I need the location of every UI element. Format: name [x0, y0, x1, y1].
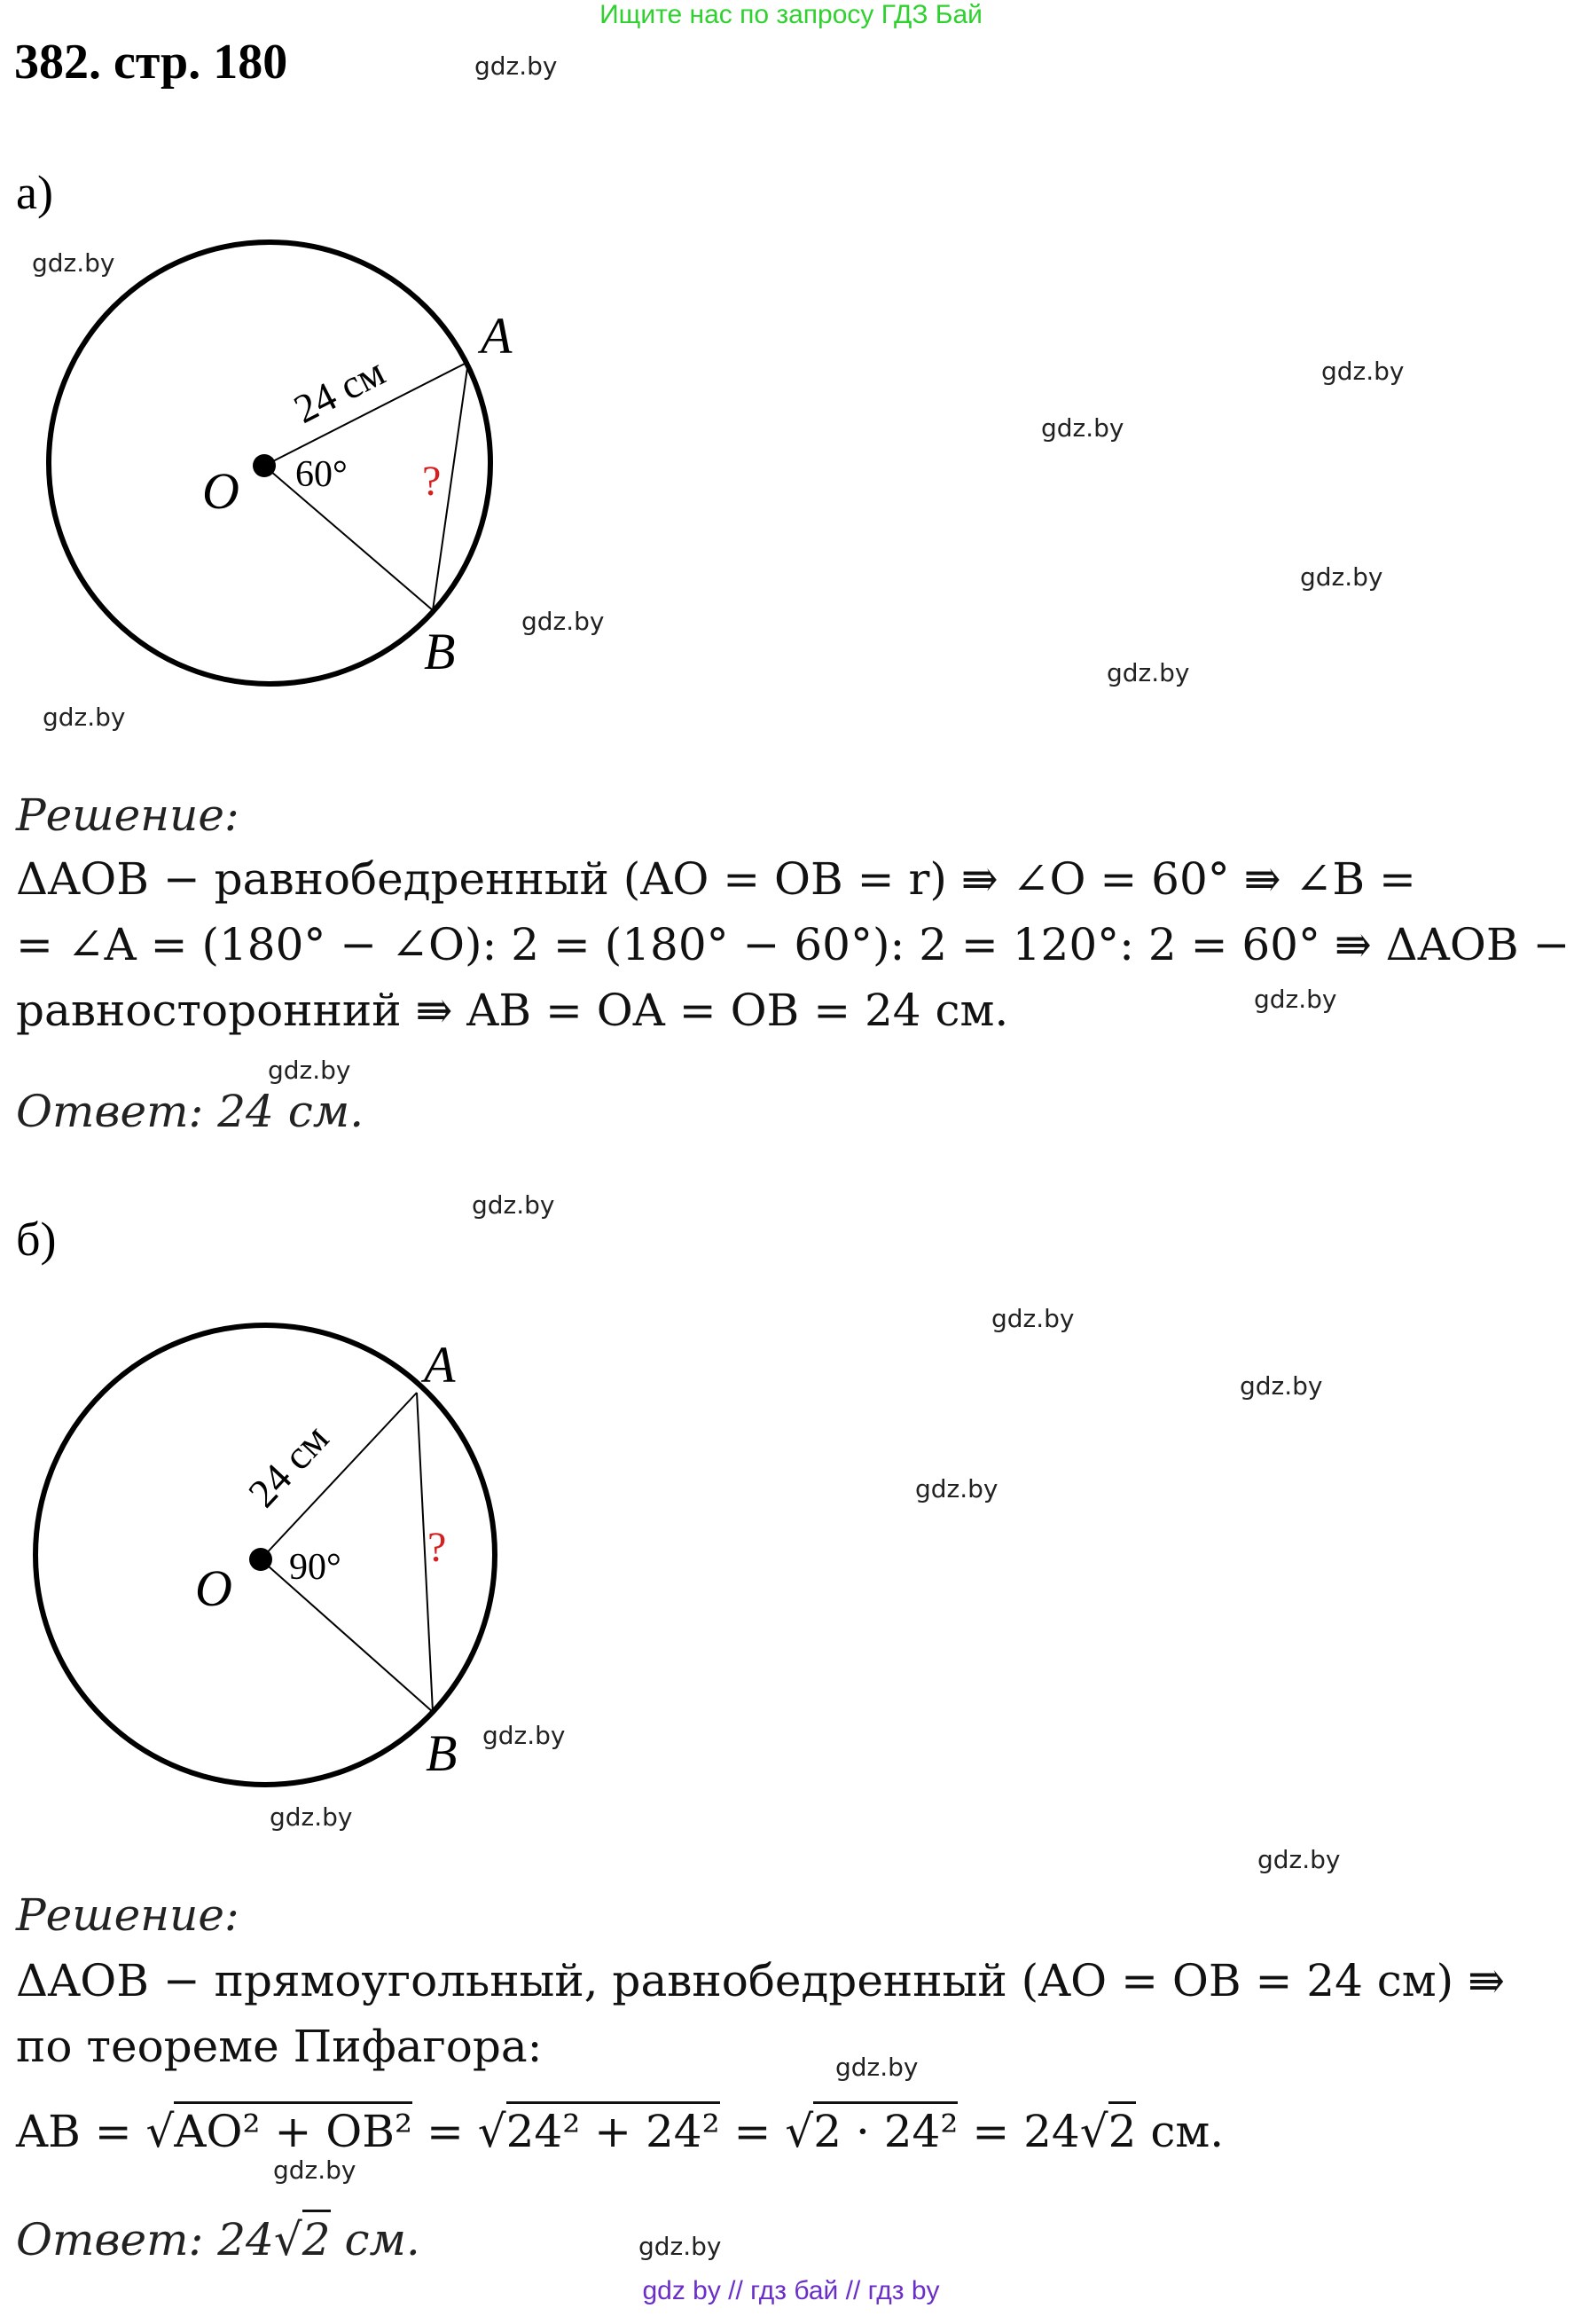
sqrt-sign: √ — [145, 2106, 175, 2157]
watermark: gdz.by — [521, 607, 605, 636]
radicand: 2 · 24² — [813, 2101, 958, 2157]
part-a-label: а) — [16, 166, 53, 219]
radicand: 2 — [1108, 2101, 1137, 2157]
angle-label: 60° — [295, 454, 348, 495]
footer-links[interactable]: gdz by // гдз бай // гдз by — [642, 2276, 940, 2305]
watermark: gdz.by — [472, 1190, 555, 1220]
point-a-label: A — [481, 307, 513, 365]
search-banner[interactable]: Ищите нас по запросу ГДЗ Бай — [599, 0, 983, 29]
part-b-label: б) — [16, 1213, 57, 1266]
radius-ob — [264, 466, 433, 610]
answer-a: Ответ: 24 см. — [16, 1086, 364, 1137]
radicand: AO² + OB² — [174, 2101, 412, 2157]
watermark: gdz.by — [638, 2232, 722, 2261]
sqrt-sign: √ — [273, 2214, 302, 2265]
watermark: gdz.by — [1300, 562, 1383, 592]
watermark: gdz.by — [32, 248, 115, 278]
watermark: gdz.by — [1107, 658, 1190, 687]
watermark: gdz.by — [270, 1802, 353, 1832]
point-o-label: O — [202, 462, 239, 520]
watermark: gdz.by — [915, 1474, 999, 1504]
radius-ob — [261, 1559, 433, 1712]
unknown-mark: ? — [422, 458, 442, 505]
watermark: gdz.by — [991, 1304, 1075, 1333]
point-b-label: B — [426, 1724, 458, 1782]
solution-heading-b: Решение: — [16, 1889, 239, 1941]
answer-prefix: Ответ: 24 — [16, 2214, 274, 2265]
radicand: 24² + 24² — [506, 2101, 720, 2157]
figure-b — [0, 1304, 621, 1801]
solution-line: ΔAOB − прямоугольный, равнобедренный (AO = OB = 24 см) ⇛ — [16, 1955, 1505, 2006]
radius-length-label: 24 см — [239, 1415, 338, 1516]
unknown-mark: ? — [427, 1524, 447, 1571]
watermark: gdz.by — [1041, 413, 1124, 443]
exercise-title: 382. стр. 180 — [14, 35, 288, 90]
radicand: 2 — [302, 2210, 331, 2265]
formula-equals: = 24 — [972, 2106, 1080, 2157]
solution-line: равносторонний ⇛ AB = OA = OB = 24 см. — [16, 985, 1009, 1036]
answer-unit: см. — [344, 2214, 420, 2265]
solution-line: = ∠A = (180° − ∠O): 2 = (180° − 60°): 2 = 120°: 2 = 60° ⇛ ΔAOB − — [16, 919, 1570, 970]
watermark: gdz.by — [1257, 1845, 1341, 1874]
formula-unit: см. — [1150, 2106, 1225, 2157]
watermark: gdz.by — [273, 2155, 356, 2185]
sqrt-sign: √ — [785, 2106, 814, 2157]
figure-a — [0, 213, 621, 710]
solution-heading-a: Решение: — [16, 789, 239, 841]
answer-b — [16, 2214, 420, 2265]
sqrt-sign: √ — [1079, 2106, 1108, 2157]
watermark: gdz.by — [268, 1056, 351, 1085]
watermark: gdz.by — [474, 51, 558, 81]
sqrt-sign: √ — [477, 2106, 506, 2157]
formula-equals: = — [426, 2106, 464, 2157]
center-point — [249, 1548, 272, 1571]
solution-line: по теореме Пифагора: — [16, 2021, 543, 2072]
watermark: gdz.by — [1240, 1371, 1323, 1401]
watermark: gdz.by — [43, 703, 126, 732]
center-point — [253, 454, 276, 477]
watermark: gdz.by — [1321, 357, 1405, 386]
angle-label: 90° — [289, 1547, 341, 1588]
point-o-label: O — [195, 1559, 232, 1617]
formula-equals: = — [733, 2106, 771, 2157]
watermark: gdz.by — [835, 2053, 919, 2082]
solution-line: ΔAOB − равнобедренный (AO = OB = r) ⇛ ∠O = 60° ⇛ ∠B = — [16, 853, 1416, 905]
watermark: gdz.by — [482, 1721, 566, 1750]
formula-lhs: AB = — [16, 2106, 132, 2157]
watermark: gdz.by — [1254, 985, 1337, 1014]
radius-length-label: 24 см — [286, 348, 392, 432]
point-a-label: A — [424, 1336, 456, 1394]
point-b-label: B — [424, 623, 456, 680]
pythagoras-formula — [16, 2106, 1224, 2157]
